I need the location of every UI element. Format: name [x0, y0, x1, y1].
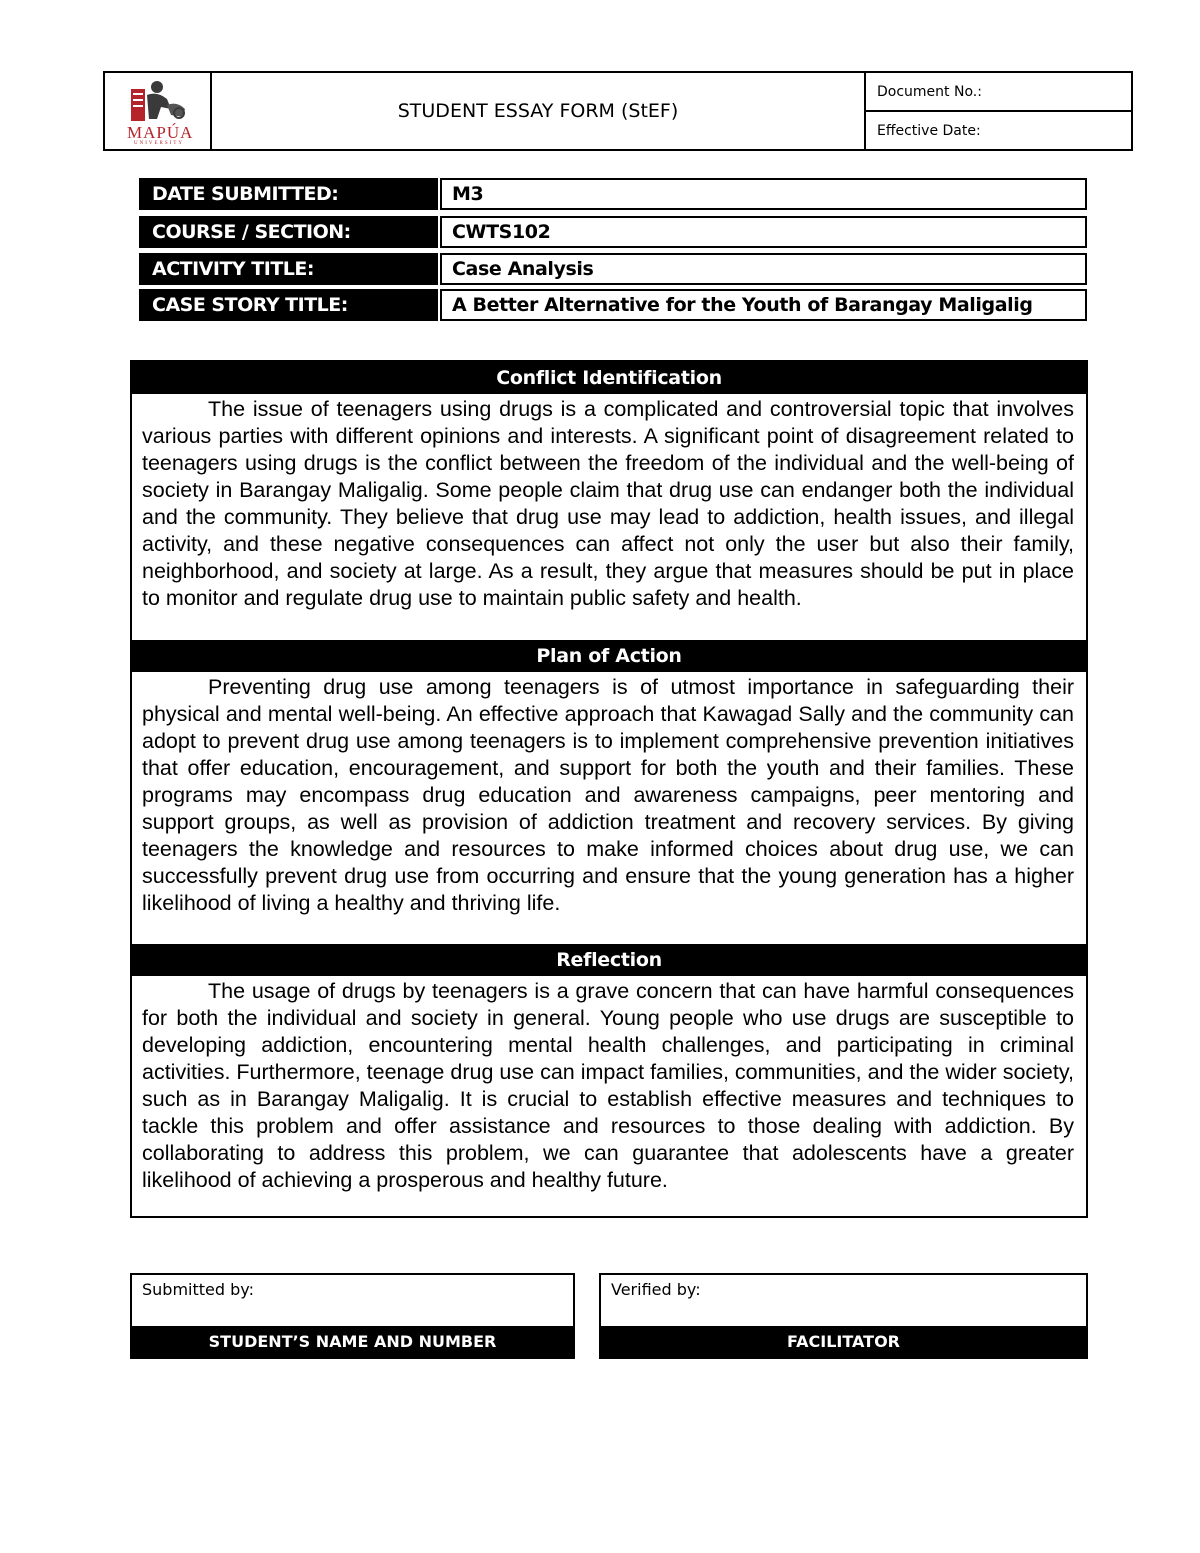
info-label: COURSE / SECTION:	[139, 216, 438, 248]
info-row-course-section	[139, 216, 1087, 248]
info-label: DATE SUBMITTED:	[139, 178, 438, 210]
document-meta	[866, 73, 1131, 149]
university-seal-icon	[127, 79, 191, 125]
effective-date-label: Effective Date:	[877, 122, 981, 139]
document-no-label: Document No.:	[866, 73, 1131, 112]
logo-wordmark: MAPÚA	[127, 123, 194, 142]
section-heading-reflection: Reflection	[132, 944, 1086, 976]
logo-cell	[105, 73, 212, 149]
info-row-date-submitted	[139, 178, 1087, 210]
verified-by-box	[599, 1273, 1088, 1359]
submitted-by-box	[130, 1273, 575, 1359]
info-value: CWTS102	[440, 216, 1087, 248]
student-name-footer: STUDENT’S NAME AND NUMBER	[132, 1326, 573, 1357]
section-body-reflection: The usage of drugs by teenagers is a grave concern that can have harmful consequences for both the individual and society in general. Young people who use drugs are susceptible to developing addiction, encountering mental health challenges, and participating in criminal activities. Furthermore, teenage drug use can impact families, communities, and the wider society, such as in Barangay Maligalig. It is crucial to establish effective measures and techniques to tackle this problem and offer assistance and resources to those dealing with addiction. By collaborating to address this problem, we can guarantee that adolescents have a greater likelihood of achieving a prosperous and healthy future.	[142, 979, 1074, 1192]
info-value: Case Analysis	[440, 253, 1087, 285]
section-heading-plan: Plan of Action	[132, 640, 1086, 672]
form-header	[103, 71, 1133, 151]
logo-subtext: UNIVERSITY	[134, 141, 184, 146]
info-value: M3	[440, 178, 1087, 210]
section-body-conflict: The issue of teenagers using drugs is a complicated and controversial topic that involves various parties with different opinions and interests. A significant point of disagreement related to teenagers using drugs is the conflict between the freedom of the individual and the well-being of society in Barangay Maligalig. Some people claim that drug use can endanger both the individual and the community. They believe that drug use may lead to addiction, health issues, and illegal activity, and these negative consequences can affect not only the user but also their family, neighborhood, and society at large. As a result, they argue that measures should be put in place to monitor and regulate drug use to maintain public safety and health.	[142, 397, 1074, 610]
facilitator-footer: FACILITATOR	[601, 1326, 1086, 1357]
info-row-activity-title	[139, 253, 1087, 285]
essay-table	[130, 360, 1088, 1218]
section-body-plan: Preventing drug use among teenagers is of utmost importance in safeguarding their physical and mental well-being. An effective approach that Kawagad Sally and the community can adopt to prevent drug use among teenagers is to implement comprehensive prevention initiatives that offer education, encouragement, and support for both the youth and their families. These programs may encompass drug education and awareness campaigns, peer mentoring and support groups, as well as provision of addiction treatment and recovery services. By giving teenagers the knowledge and resources to make informed choices about drug use, we can successfully prevent drug use from occurring and ensure that the young generation has a higher likelihood of living a healthy and thriving life.	[142, 675, 1074, 915]
info-row-case-story-title	[139, 289, 1087, 321]
info-label: ACTIVITY TITLE:	[139, 253, 438, 285]
info-label: CASE STORY TITLE:	[139, 289, 438, 321]
form-title: STUDENT ESSAY FORM (StEF)	[212, 73, 866, 149]
verified-by-label: Verified by:	[611, 1280, 701, 1299]
submitted-by-label: Submitted by:	[142, 1280, 254, 1299]
section-heading-conflict: Conflict Identification	[132, 362, 1086, 394]
info-value: A Better Alternative for the Youth of Barangay Maligalig	[440, 289, 1087, 321]
